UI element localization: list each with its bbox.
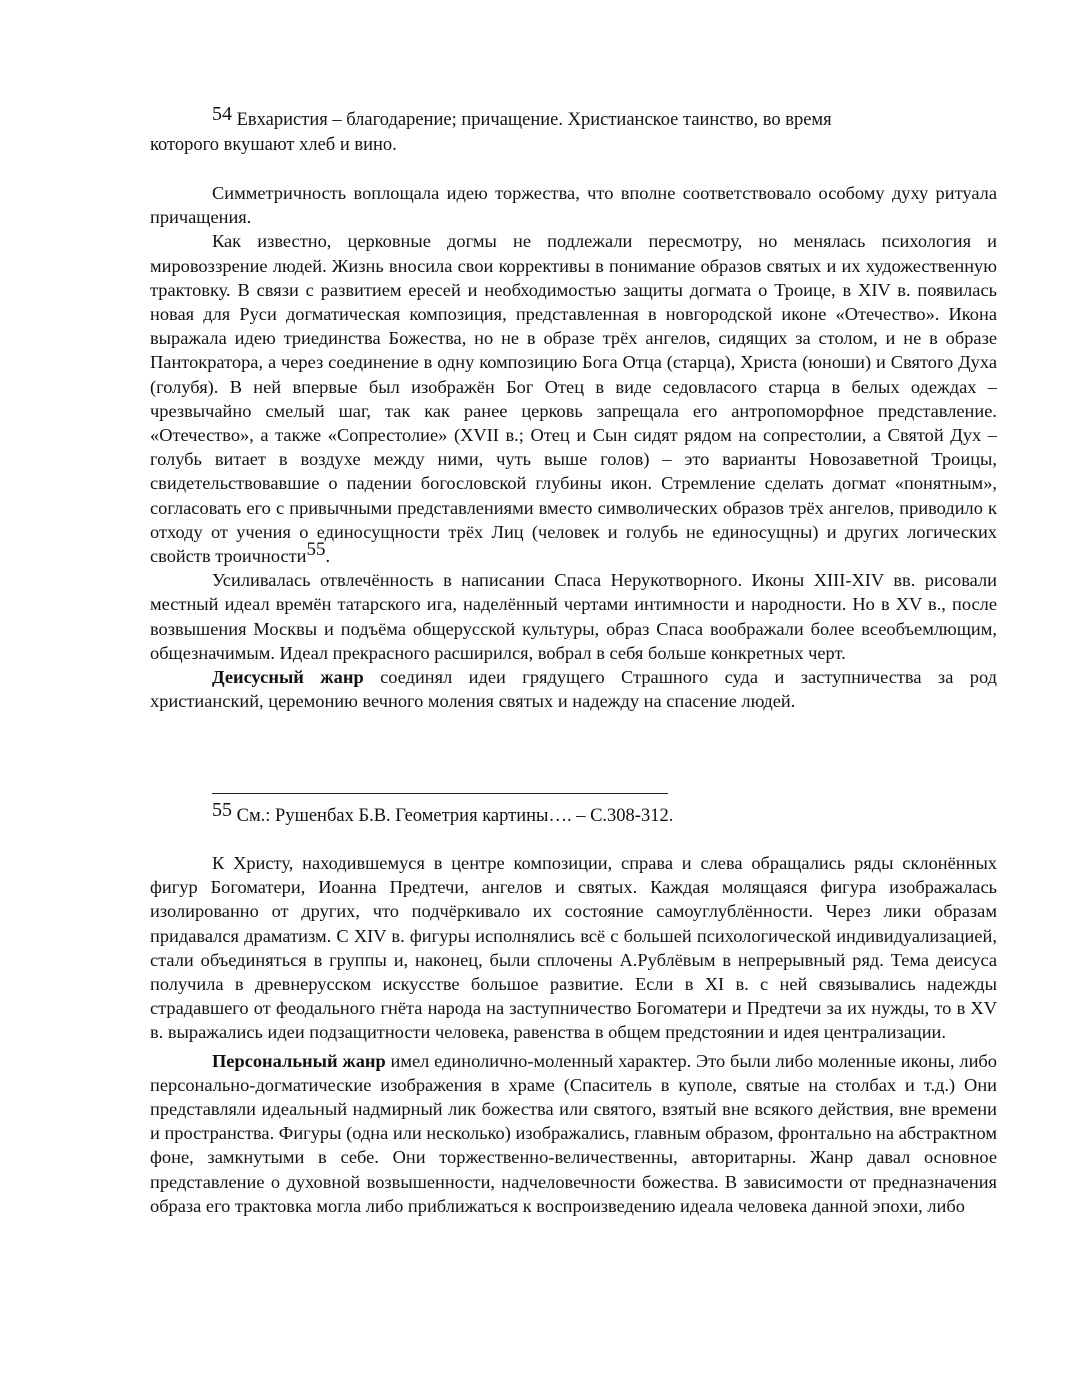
paragraph-spas: Усиливалась отвлечённость в написании Спаса Нерукотворного. Иконы XIII-XIV вв. рисовали местный идеал времён татарского ига, наделённый чертами интимности и народности. Но в XV в., после возвышения Москвы и подъёма общерусской культуры, образ Спаса воображали более всеобъемлющим, общезначимым. Идеал прекрасного расширился, вобрал в себя больше конкретных черт. (150, 570, 997, 663)
term-deisus-genre: Деисусный жанр (212, 667, 364, 688)
paragraph-deisus-genre: Деисусный жанр соединял идеи грядущего Страшного суда и заступничества за род христианский, церемонию вечного моления святых и надежду на спасение людей. (150, 667, 997, 712)
footnote-54-line1: 54 Евхаристия – благодарение; причащение. Христианское таинство, во время (212, 103, 832, 130)
footnote-55: 55 См.: Рушенбах Б.В. Геометрия картины…. – С.308-312. (212, 799, 674, 826)
term-personal-genre: Персональный жанр (212, 1050, 386, 1071)
paragraph-dogmas: Как известно, церковные догмы не подлежали пересмотру, но менялась психология и мировоззрение людей. Жизнь вносила свои коррективы в понимание образов святых и их художественную трактовку. В связи с развитием ересей и необходимостью защиты догмата о Троице, в XIV в. появилась новая для Руси догматическая композиция, представленная в новгородской иконе «Отечество». Икона выражала идею триединства Божества, но не в образе трёх ангелов, сидящих за столом, и не в образе Пантократора, а через соединение в одну композицию Бога Отца (старца), Христа (юноши) и Святого Духа (голубя). В ней впервые был изображён Бог Отец в виде седовласого старца в белых одеждах – чрезвычайно смелый шаг, так как ранее церковь запрещала его антропоморфное представление. «Отечество», а также «Сопрестолие» (XVII в.; Отец и Сын сидят рядом на сопрестолии, а Святой Дух – голубь витает в воздухе между ними, чуть выше голов) – это варианты Новозаветной Троицы, свидетельствовавшие о падении богословской глубины икон. Стремление сделать догмат «понятным», согласовать его с привычными представлениями вместо символических образов трёх ангелов, приводило к отходу от учения о единосущности трёх Лиц (человек и голубь не единосущны) и других логических свойств троичности55. (150, 231, 997, 567)
paragraph-christ-center: К Христу, находившемуся в центре композиции, справа и слева обращались ряды склонённых фигур Богоматери, Иоанна Предтечи, ангелов и святых. Каждая молящаяся фигура изображалась изолированно от других, что подчёркивало их состояние самоуглублённости. Через лики образам придавался драматизм. С XIV в. фигуры исполнялись всё с большей психологической индивидуализацией, стали объединяться в группы и, наконец, были сплочены А.Рублёвым в непрерывный ряд. Тема деисуса получила в древнерусском искусстве большое развитие. Если в XI в. с ней связывались надежды страдавшего от феодального гнёта народа на заступничество Богоматери и Предтечи за их нужды, то в XV в. выражались идеи подзащитности человека, равенства в общем предстоянии и идея централизации. (150, 853, 997, 1043)
footnote-separator (212, 793, 668, 794)
footnote-54 (150, 102, 1000, 158)
paragraph-symmetry: Симметричность воплощала идею торжества, что вполне соответствовало особому духу ритуала причащения. (150, 183, 997, 228)
text-section-2 (150, 851, 997, 1218)
text-section-1 (150, 181, 997, 713)
footnote-55-number: 55 (212, 799, 232, 821)
footnote-54-line2: которого вкушают хлеб и вино. (150, 135, 397, 155)
footnote-54-number: 54 (212, 103, 232, 125)
paragraph-personal-genre: Персональный жанр имел единолично-моленный характер. Это были либо моленные иконы, либо персонально-догматические изображения в храме (Спаситель в куполе, святые на столбах и т.д.) Они представляли идеальный надмирный лик божества или святого, взятый вне всякого действия, вне времени и пространства. Фигуры (одна или несколько) изображались, главным образом, фронтально на абстрактном фоне, замкнутыми в себе. Они торжественно-величественны, авторитарны. Жанр давал основное представление о духовной возвышенности, надчеловечности божества. В зависимости от предназначения образа его трактовка могла либо приближаться к воспроизведению идеала человека данной эпохи, либо (150, 1050, 997, 1216)
footnote-ref-55[interactable]: 55 (306, 539, 326, 561)
